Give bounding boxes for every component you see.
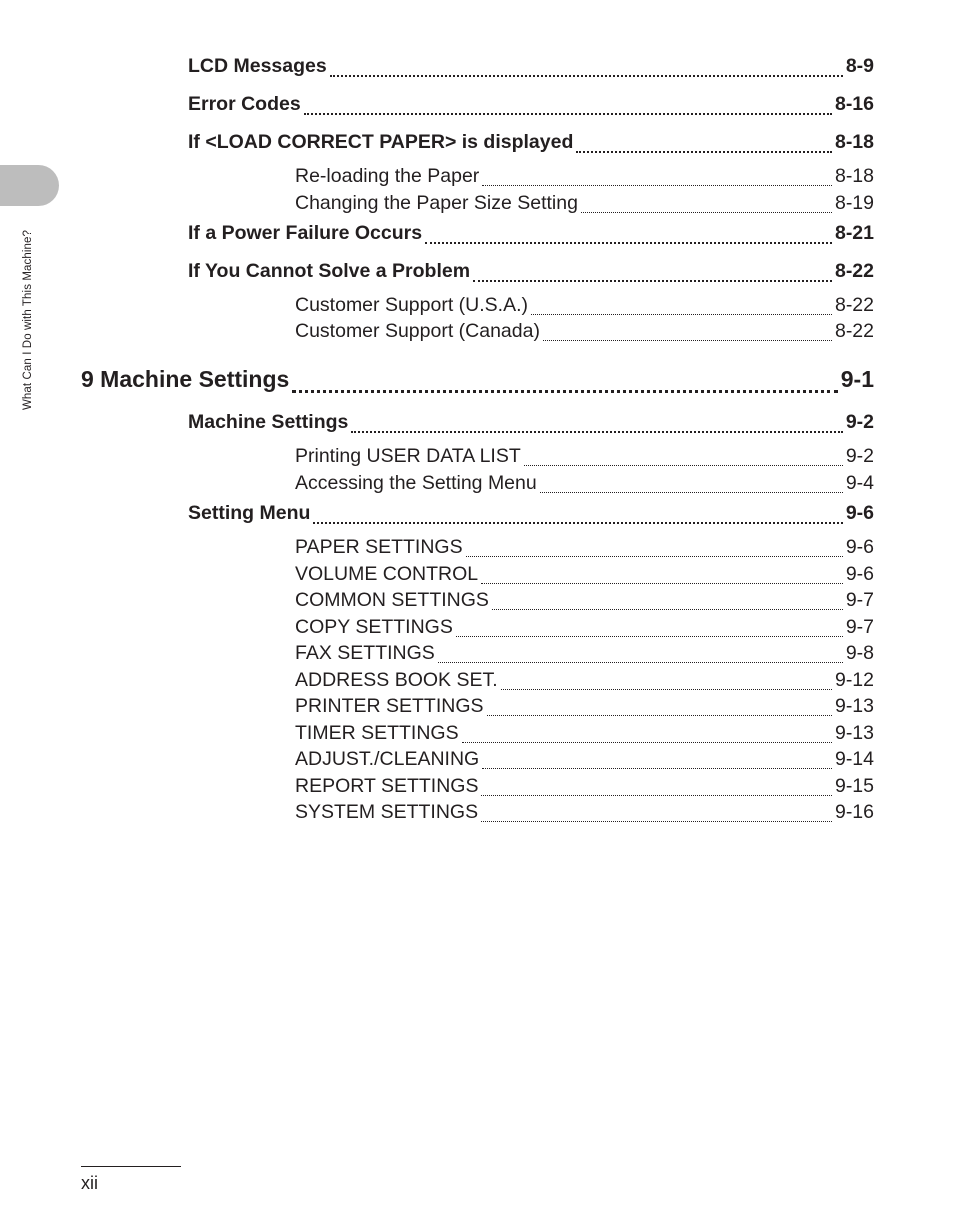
toc-dot-leader (581, 192, 832, 218)
toc-entry-page: 9-6 (845, 563, 874, 585)
toc-entry-sub[interactable] (295, 563, 874, 589)
toc-entry-sub[interactable] (295, 472, 874, 498)
toc-dot-leader (313, 502, 842, 530)
toc-dot-leader (456, 616, 843, 642)
toc-dot-leader (481, 563, 843, 589)
toc-entry-page: 8-18 (834, 165, 874, 187)
toc-entry-chapter[interactable] (81, 366, 874, 400)
toc-dot-leader (351, 411, 842, 439)
toc-dot-leader (292, 366, 837, 400)
page-number: xii (81, 1173, 98, 1193)
toc-dot-leader (540, 472, 843, 498)
toc-entry-page: 9-4 (845, 472, 874, 494)
toc-entry-sub[interactable] (295, 320, 874, 346)
toc-dot-leader (438, 642, 843, 668)
toc-entry-section[interactable] (188, 55, 874, 83)
toc-entry-title: ADJUST./CLEANING (295, 748, 480, 770)
toc-entry-title: COMMON SETTINGS (295, 589, 489, 611)
toc-entry-title: LCD Messages (188, 55, 327, 77)
toc-entry-page: 8-19 (834, 192, 874, 214)
toc-entry-title: Printing USER DATA LIST (295, 445, 521, 467)
toc-entry-title: FAX SETTINGS (295, 642, 435, 664)
toc-entry-title: VOLUME CONTROL (295, 563, 479, 585)
toc-entry-section[interactable] (188, 411, 874, 439)
toc-entry-sub[interactable] (295, 669, 874, 695)
toc-entry-section[interactable] (188, 502, 874, 530)
toc-entry-sub[interactable] (295, 801, 874, 827)
toc-dot-leader (473, 260, 832, 288)
toc-dot-leader (492, 589, 843, 615)
toc-entry-sub[interactable] (295, 192, 874, 218)
toc-entry-page: 8-22 (834, 294, 874, 316)
footer-rule (81, 1166, 181, 1167)
toc-entry-page: 8-18 (834, 131, 874, 153)
toc-entry-page: 8-22 (834, 260, 874, 282)
toc-dot-leader (425, 222, 832, 250)
toc-entry-title: Changing the Paper Size Setting (295, 192, 578, 214)
toc-dot-leader (543, 320, 832, 346)
toc-entry-page: 9-14 (834, 748, 874, 770)
toc-dot-leader (481, 775, 831, 801)
toc-entry-title: Re-loading the Paper (295, 165, 480, 187)
toc-entry-title: Customer Support (Canada) (295, 320, 540, 342)
toc-dot-leader (531, 294, 832, 320)
toc-entry-page: 8-16 (834, 93, 874, 115)
toc-entry-sub[interactable] (295, 775, 874, 801)
toc-entry-page: 9-7 (845, 616, 874, 638)
toc-entry-page: 9-13 (834, 695, 874, 717)
toc-entry-sub[interactable] (295, 589, 874, 615)
toc-entry-sub[interactable] (295, 722, 874, 748)
toc-dot-leader (482, 748, 832, 774)
toc-dot-leader (576, 131, 832, 159)
toc-entry-page: 9-2 (845, 445, 874, 467)
toc-entry-sub[interactable] (295, 165, 874, 191)
toc-entry-title: Setting Menu (188, 502, 311, 524)
toc-entry-page: 8-9 (845, 55, 874, 77)
toc-dot-leader (501, 669, 832, 695)
toc-entry-sub[interactable] (295, 695, 874, 721)
toc-entry-page: 9-1 (840, 366, 874, 392)
toc-entry-title: ADDRESS BOOK SET. (295, 669, 498, 691)
side-chapter-label-text: What Can I Do with This Machine? (22, 229, 34, 411)
toc-dot-leader (304, 93, 832, 121)
toc-entry-title: If a Power Failure Occurs (188, 222, 423, 244)
toc-entry-section[interactable] (188, 222, 874, 250)
toc-entry-page: 9-7 (845, 589, 874, 611)
toc-entry-title: Customer Support (U.S.A.) (295, 294, 528, 316)
toc-entry-title: If You Cannot Solve a Problem (188, 260, 471, 282)
toc-dot-leader (524, 445, 843, 471)
toc-entry-section[interactable] (188, 93, 874, 121)
toc-dot-leader (482, 165, 832, 191)
toc-entry-sub[interactable] (295, 616, 874, 642)
toc-entry-title: REPORT SETTINGS (295, 775, 479, 797)
toc-entry-title: SYSTEM SETTINGS (295, 801, 479, 823)
toc-dot-leader (462, 722, 832, 748)
toc-entry-title: TIMER SETTINGS (295, 722, 459, 744)
toc-dot-leader (330, 55, 843, 83)
toc-entry-sub[interactable] (295, 294, 874, 320)
toc-entry-page: 9-13 (834, 722, 874, 744)
toc-entry-page: 8-21 (834, 222, 874, 244)
toc-dot-leader (466, 536, 843, 562)
toc-entry-sub[interactable] (295, 642, 874, 668)
toc-entry-title: PAPER SETTINGS (295, 536, 463, 558)
toc-entry-title: Machine Settings (188, 411, 349, 433)
toc-entry-page: 9-16 (834, 801, 874, 823)
toc-dot-leader (481, 801, 832, 827)
toc-entry-sub[interactable] (295, 748, 874, 774)
toc-entry-page: 9-6 (845, 502, 874, 524)
toc-entry-title: Error Codes (188, 93, 301, 115)
toc-entry-title: PRINTER SETTINGS (295, 695, 484, 717)
toc-entry-title: If <LOAD CORRECT PAPER> is displayed (188, 131, 574, 153)
toc-entry-page: 9-6 (845, 536, 874, 558)
toc-entry-section[interactable] (188, 131, 874, 159)
toc-entry-sub[interactable] (295, 536, 874, 562)
toc-entry-page: 8-22 (834, 320, 874, 342)
toc-dot-leader (487, 695, 832, 721)
toc-entry-title: COPY SETTINGS (295, 616, 453, 638)
toc-entry-title: Accessing the Setting Menu (295, 472, 537, 494)
toc-entry-section[interactable] (188, 260, 874, 288)
toc-entry-sub[interactable] (295, 445, 874, 471)
toc-entry-page: 9-2 (845, 411, 874, 433)
toc-entry-page: 9-12 (834, 669, 874, 691)
toc-entry-page: 9-8 (845, 642, 874, 664)
toc-entry-page: 9-15 (834, 775, 874, 797)
toc-entry-title: 9 Machine Settings (81, 366, 290, 392)
